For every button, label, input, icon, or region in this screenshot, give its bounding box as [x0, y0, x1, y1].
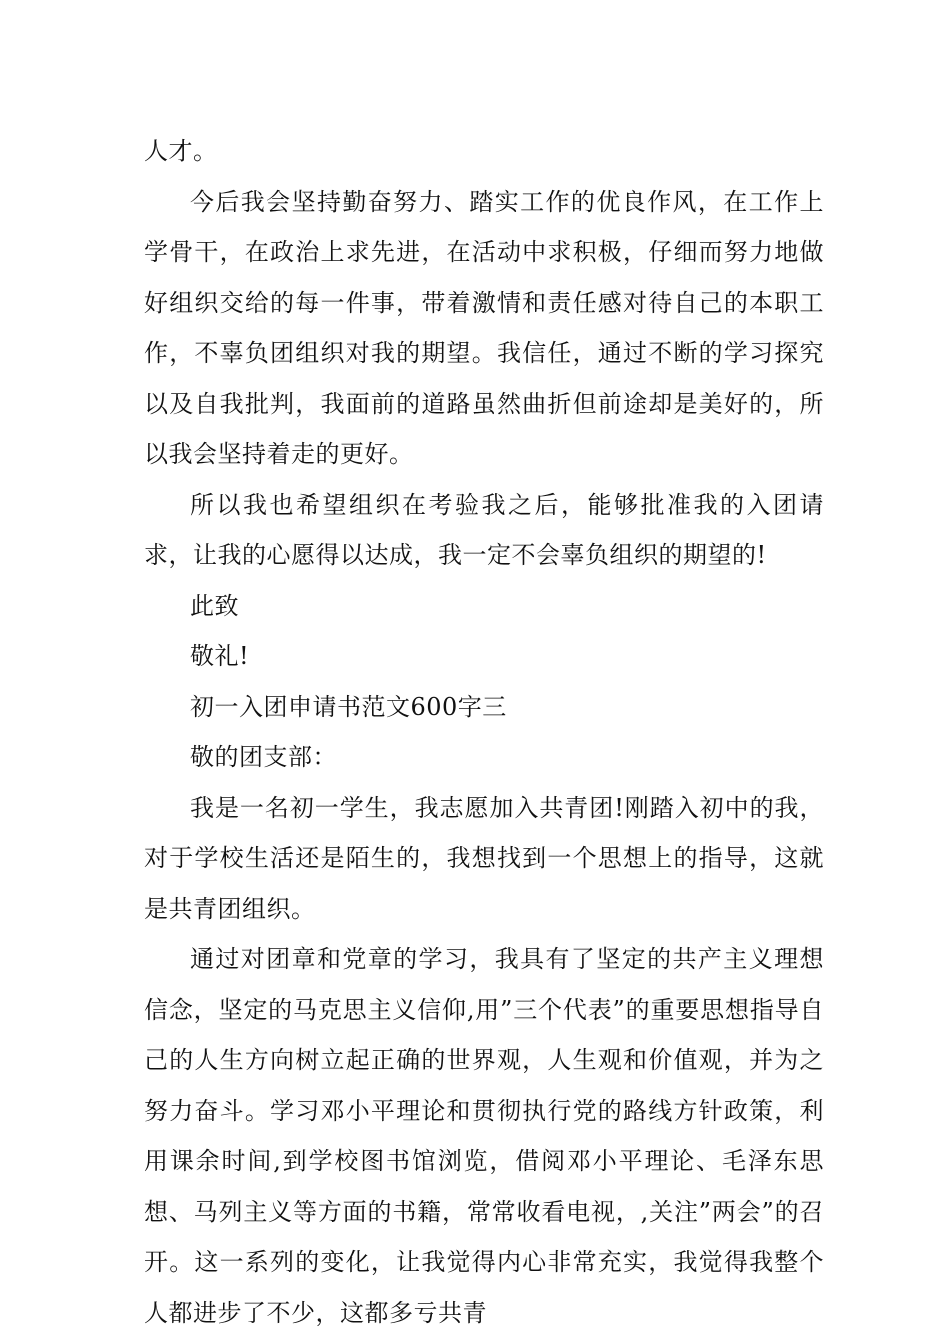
document-body [144, 126, 824, 1338]
section-title: 初一入团申请书范文600字三 [190, 692, 507, 721]
paragraph-8: 我是一名初一学生，我志愿加入共青团!刚踏入初中的我，对于学校生活还是陌生的，我想找到一个思想上的指导，这就是共青团组织。 [144, 793, 824, 923]
paragraph-1: 人才。 [144, 137, 218, 165]
closing-salutation: 此致 [190, 591, 239, 620]
paragraph-2: 今后我会坚持勤奋努力、踏实工作的优良作风，在工作上学骨干，在政治上求先进，在活动中求积极，仔细而努力地做好组织交给的每一件事，带着激情和责任感对待自己的本职工作，不辜负团组织对我的期望。我信任，通过不断的学习探究以及自我批判，我面前的道路虽然曲折但前途却是美好的，所以我会坚持着走的更好。 [144, 187, 824, 468]
letter-greeting: 敬的团支部： [190, 743, 337, 771]
paragraph-9: 通过对团章和党章的学习，我具有了坚定的共产主义理想信念，坚定的马克思主义信仰,用”三个代表”的重要思想指导自己的人生方向树立起正确的世界观，人生观和价值观，并为之努力奋斗。学习邓小平理论和贯彻执行党的路线方针政策，利用课余时间,到学校图书馆浏览，借阅邓小平理论、毛泽东思想、马列主义等方面的书籍，常常收看电视，,关注”两会”的召开。这一系列的变化，让我觉得内心非常充实，我觉得我整个人都进步了不少，这都多亏共青 [144, 945, 824, 1327]
closing-regards: 敬礼! [190, 642, 250, 670]
paragraph-3: 所以我也希望组织在考验我之后，能够批准我的入团请求，让我的心愿得以达成，我一定不会辜负组织的期望的! [144, 490, 824, 569]
